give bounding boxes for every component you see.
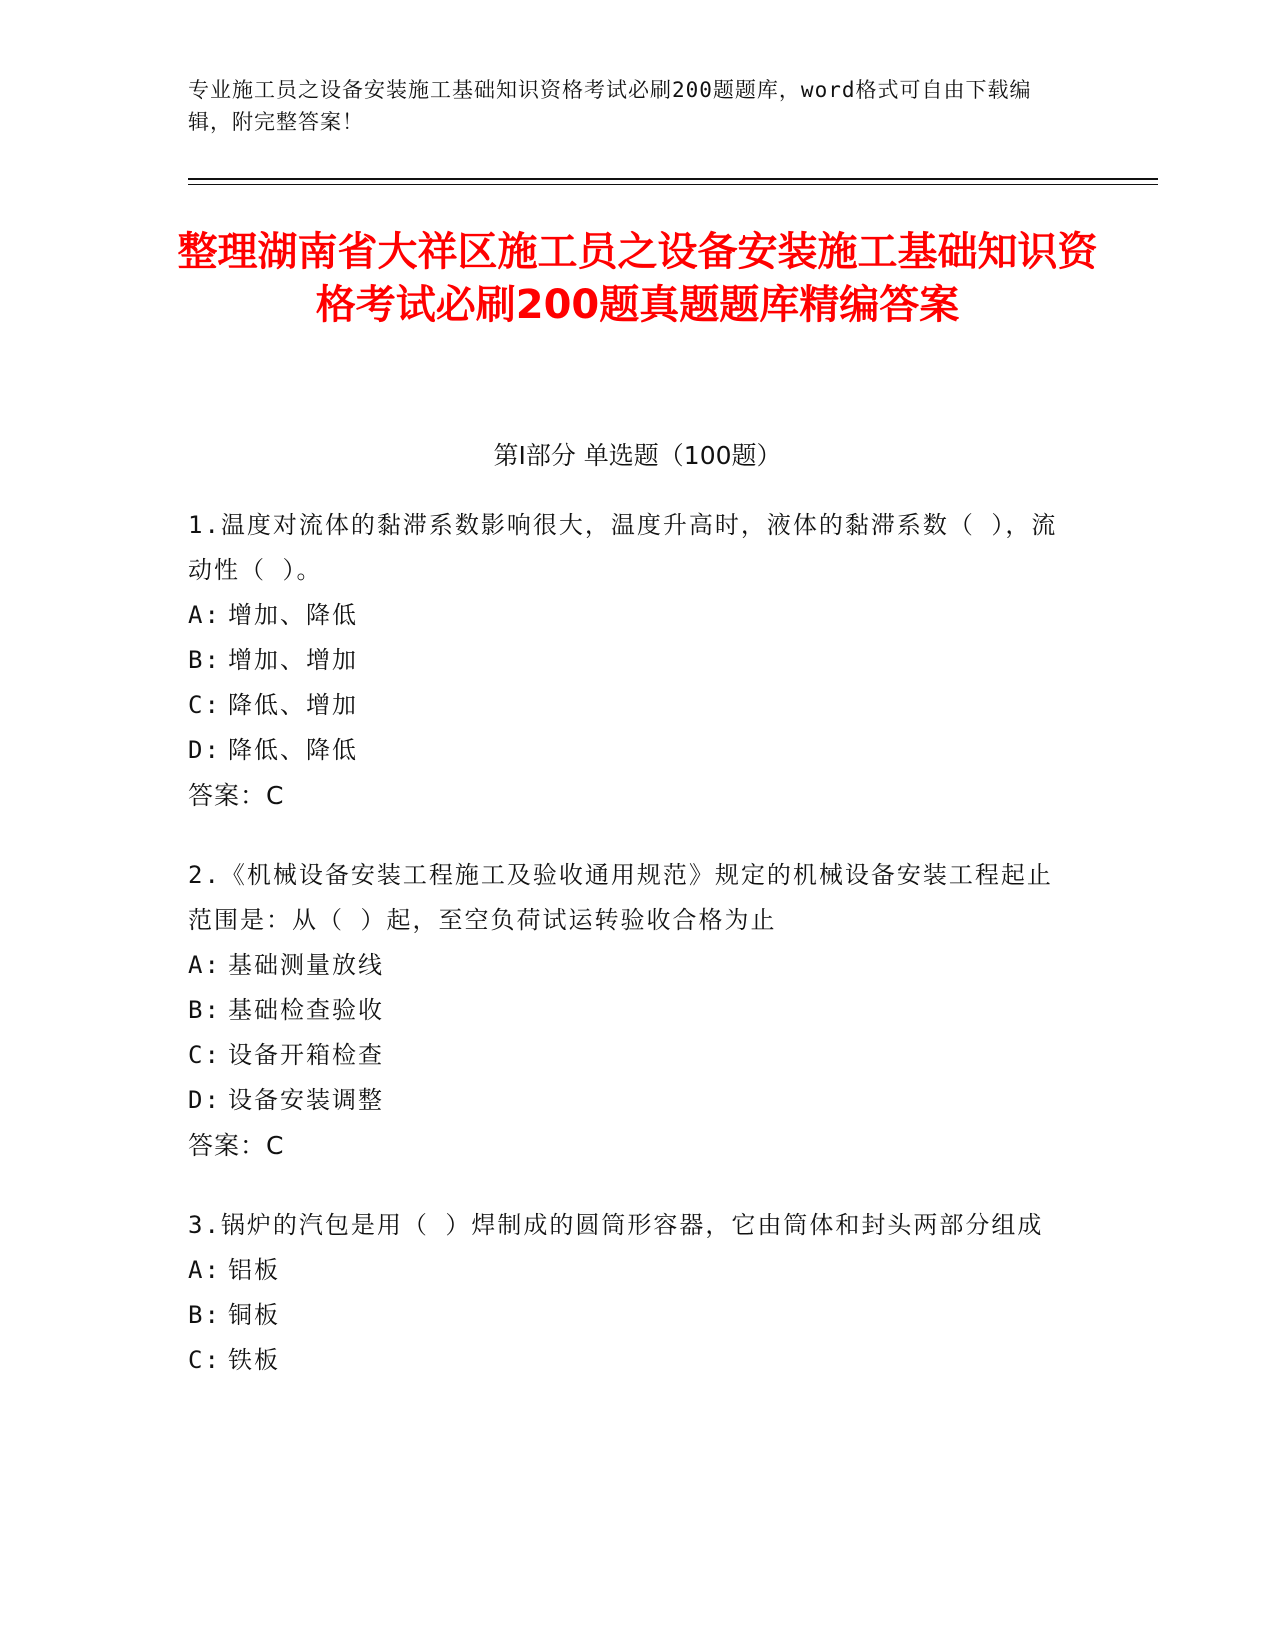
option-key: D: <box>188 1086 221 1114</box>
option-text: 增加、降低 <box>228 601 358 629</box>
question-2 <box>188 853 1068 1168</box>
option-key: C: <box>188 1041 221 1069</box>
question-text: 2.《机械设备安装工程施工及验收通用规范》规定的机械设备安装工程起止范围是：从（ ）起，至空负荷试运转验收合格为止 <box>188 861 1053 934</box>
answer: 答案：C <box>188 1131 285 1160</box>
option-text: 降低、增加 <box>228 691 358 719</box>
question-1 <box>188 503 1068 818</box>
option-key: C: <box>188 691 221 719</box>
section-title: 第Ⅰ部分 单选题（100题） <box>493 441 782 470</box>
question-text: 3.锅炉的汽包是用（ ）焊制成的圆筒形容器，它由筒体和封头两部分组成 <box>188 1211 1044 1239</box>
option-key: A: <box>188 951 221 979</box>
option-a <box>188 593 1068 638</box>
option-text: 铜板 <box>228 1301 280 1329</box>
option-text: 基础测量放线 <box>228 951 384 979</box>
question-text: 1.温度对流体的黏滞系数影响很大，温度升高时，液体的黏滞系数（ ），流动性（ ）。 <box>188 511 1058 584</box>
option-c <box>188 1338 1068 1383</box>
option-key: C: <box>188 1346 221 1374</box>
option-c <box>188 683 1068 728</box>
header-divider-thin <box>188 184 1158 185</box>
document-title: 整理湖南省大祥区施工员之设备安装施工基础知识资格考试必刷200题真题题库精编答案 <box>177 229 1098 328</box>
option-text: 铝板 <box>228 1256 280 1284</box>
option-d <box>188 728 1068 773</box>
question-3 <box>188 1203 1068 1383</box>
answer: 答案：C <box>188 781 285 810</box>
option-key: D: <box>188 736 221 764</box>
option-key: B: <box>188 1301 221 1329</box>
option-b <box>188 638 1068 683</box>
header-divider-thick <box>188 178 1158 180</box>
option-d <box>188 1078 1068 1123</box>
option-text: 基础检查验收 <box>228 996 384 1024</box>
option-text: 设备开箱检查 <box>228 1041 384 1069</box>
option-key: B: <box>188 646 221 674</box>
option-text: 设备安装调整 <box>228 1086 384 1114</box>
option-key: A: <box>188 601 221 629</box>
option-text: 铁板 <box>228 1346 280 1374</box>
option-key: A: <box>188 1256 221 1284</box>
option-b <box>188 988 1068 1033</box>
header-note: 专业施工员之设备安装施工基础知识资格考试必刷200题题库，word格式可自由下载编辑，附完整答案！ <box>188 78 1032 134</box>
option-key: B: <box>188 996 221 1024</box>
option-a <box>188 943 1068 988</box>
option-a <box>188 1248 1068 1293</box>
option-b <box>188 1293 1068 1338</box>
option-c <box>188 1033 1068 1078</box>
option-text: 降低、降低 <box>228 736 358 764</box>
option-text: 增加、增加 <box>228 646 358 674</box>
